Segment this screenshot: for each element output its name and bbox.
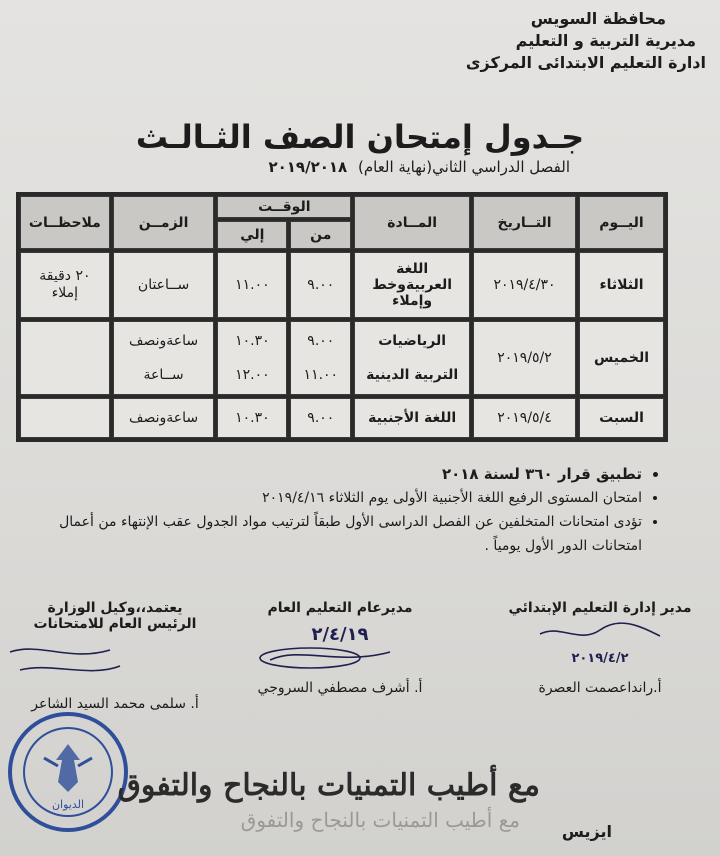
row-duration: ساعةونصف: [128, 333, 199, 349]
table-row: [20, 252, 664, 318]
handwritten-signature-icon: [240, 616, 440, 670]
page-title: جـدول إمتحان الصف الثـالـث: [135, 118, 585, 156]
row-day: الخميس: [579, 321, 664, 395]
seal-text: الديوان: [51, 798, 85, 811]
table-header-row: [20, 196, 664, 218]
row-from: ٩.٠٠: [290, 398, 351, 438]
row-from-cell: [290, 321, 351, 395]
signature-undersecretary: [0, 600, 230, 712]
letterhead: [465, 8, 706, 74]
row-subject: الرياضيات: [378, 333, 447, 349]
note-item: • امتحان المستوى الرفيع اللغة الأجنبية الأولى يوم الثلاثاء ٢٠١٩/٤/١٦: [40, 486, 642, 510]
signature-role: يعتمد،،وكيل الوزارة: [47, 600, 183, 616]
signature-name: أ. سلمى محمد السيد الشاعر: [31, 696, 199, 712]
row-from: ٩.٠٠: [307, 333, 335, 349]
note-item: • تطبيق قرار ٣٦٠ لسنة ٢٠١٨: [40, 462, 642, 486]
row-subject: التربية الدينية: [366, 367, 459, 383]
row-from: ١١.٠٠: [303, 367, 339, 383]
row-subject: اللغة الأجنبية: [354, 398, 470, 438]
signature-date: ٢/٤/١٩: [311, 624, 369, 645]
header-time: الوقــت: [217, 196, 351, 218]
row-to: ١٢.٠٠: [235, 367, 270, 383]
exam-schedule-table: [16, 192, 668, 442]
academic-year: ٢٠١٩/٢٠١٨: [268, 158, 348, 176]
signature-general-director: [240, 600, 440, 696]
handwritten-signature-icon: [0, 632, 230, 686]
row-day: السبت: [579, 398, 664, 438]
closing-wish: مع أطيب التمنيات بالنجاح والتفوق: [117, 768, 540, 803]
header-subject: المــادة: [354, 196, 470, 249]
signature-date: ٢٠١٩/٤/٢: [571, 651, 629, 666]
row-duration: ســاعة: [143, 367, 184, 383]
administration-label: ادارة التعليم الابتدائى المركزى: [465, 53, 706, 72]
signature-role: مديرعام التعليم العام: [267, 600, 413, 616]
header-date: التــاريخ: [473, 196, 576, 249]
handwritten-signature-icon: [500, 616, 700, 670]
row-to: ١١.٠٠: [217, 252, 287, 318]
row-duration: ســاعتان: [113, 252, 215, 318]
table-row: [20, 321, 664, 395]
header-duration: الزمــن: [113, 196, 215, 249]
row-subjects: [354, 321, 470, 395]
governorate-label: محافظة السويس: [530, 9, 666, 28]
directorate-label: مديرية التربية و التعليم: [515, 31, 696, 50]
notes-section: [40, 462, 660, 558]
author-name: ايزيس: [561, 822, 612, 841]
row-to-cell: [217, 321, 287, 395]
header-to: إلي: [217, 221, 287, 249]
note-item: • تؤدى امتحانات المتخلفين عن الفصل الدراسى الأول طبقاً لترتيب مواد الجدول عقب الإنتهاء من أعمال امتحانات الدور الأول يومياً .: [40, 510, 642, 558]
signature-primary-director: [500, 600, 700, 696]
row-date: ٢٠١٩/٥/٤: [473, 398, 576, 438]
closing-wish-shadow: مع أطيب التمنيات بالنجاح والتفوق: [240, 808, 520, 832]
row-note: [20, 321, 110, 395]
row-from: ٩.٠٠: [290, 252, 351, 318]
row-subject: اللغة العربيةوخط وإملاء: [354, 252, 470, 318]
header-day: اليــوم: [579, 196, 664, 249]
row-duration: ساعةونصف: [113, 398, 215, 438]
row-note: [20, 398, 110, 438]
row-to: ١٠.٣٠: [217, 398, 287, 438]
signature-role-2: الرئيس العام للامتحانات: [33, 616, 197, 632]
signature-name: أ.رانداعصمت العصرة: [538, 680, 662, 696]
row-day: الثلاثاء: [579, 252, 664, 318]
row-to: ١٠.٣٠: [235, 333, 270, 349]
header-notes: ملاحظــات: [20, 196, 110, 249]
row-note: ٢٠ دقيقة إملاء: [20, 252, 110, 318]
official-seal-icon: [4, 708, 132, 836]
header-from: من: [290, 221, 351, 249]
signature-role: مدير إدارة التعليم الإبتدائي: [508, 600, 692, 616]
subtitle: [268, 158, 570, 176]
row-duration-cell: [113, 321, 215, 395]
term-label: الفصل الدراسي الثاني(نهاية العام): [357, 158, 570, 176]
row-date: ٢٠١٩/٥/٢: [473, 321, 576, 395]
table-row: [20, 398, 664, 438]
row-date: ٢٠١٩/٤/٣٠: [473, 252, 576, 318]
signature-name: أ. أشرف مصطفي السروجي: [257, 680, 423, 696]
